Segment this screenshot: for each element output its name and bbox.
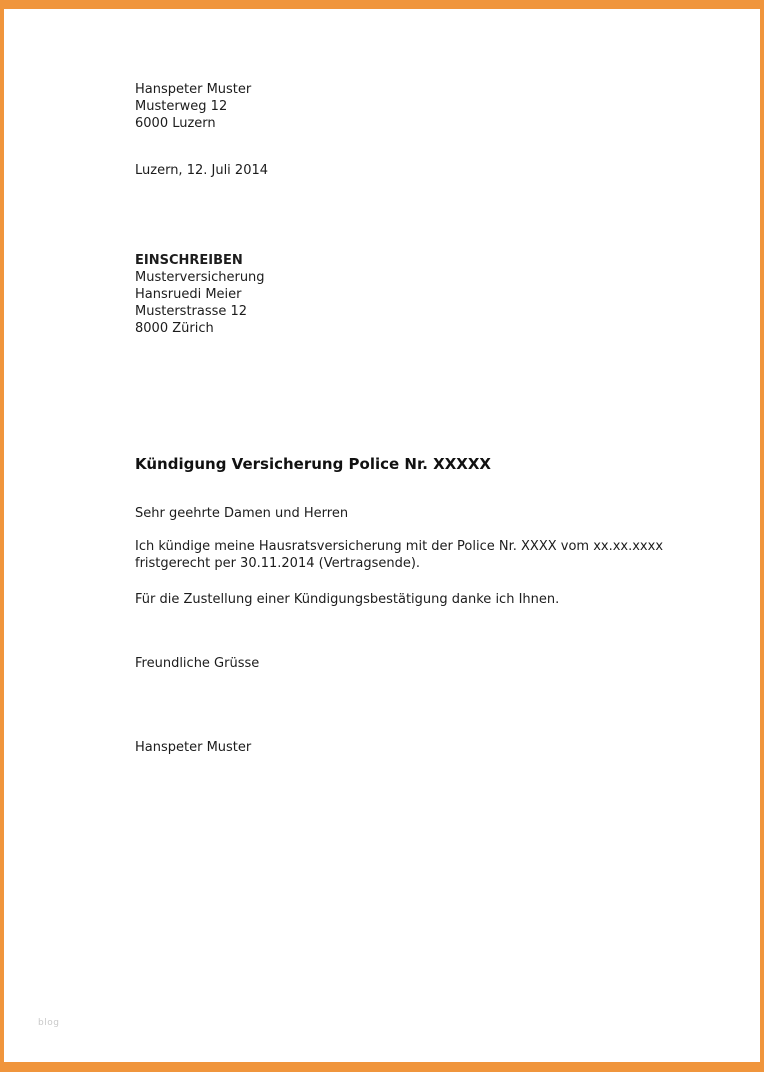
recipient-address-block: [135, 252, 701, 337]
body-paragraph-1: Ich kündige meine Hausratsversicherung mit der Police Nr. XXXX vom xx.xx.xxxx fristgerecht per 30.11.2014 (Vertragsende).: [135, 539, 664, 571]
sender-city: 6000 Luzern: [135, 116, 216, 131]
sender-address-block: [135, 81, 701, 132]
salutation: Sehr geehrte Damen und Herren: [135, 506, 349, 521]
closing-phrase: Freundliche Grüsse: [135, 656, 260, 671]
signature-name: Hanspeter Muster: [135, 740, 252, 755]
recipient-city: 8000 Zürich: [135, 321, 214, 336]
watermark-text: blog: [38, 1018, 60, 1028]
recipient-company: Musterversicherung: [135, 270, 265, 285]
sender-street: Musterweg 12: [135, 99, 228, 114]
letter-content: [135, 81, 701, 756]
delivery-method: EINSCHREIBEN: [135, 253, 243, 268]
sender-name: Hanspeter Muster: [135, 82, 252, 97]
recipient-street: Musterstrasse 12: [135, 304, 248, 319]
recipient-name: Hansruedi Meier: [135, 287, 242, 302]
date-line: Luzern, 12. Juli 2014: [135, 163, 269, 178]
body-paragraph-2: Für die Zustellung einer Kündigungsbestätigung danke ich Ihnen.: [135, 592, 560, 607]
subject-line: Kündigung Versicherung Police Nr. XXXXX: [135, 455, 491, 473]
